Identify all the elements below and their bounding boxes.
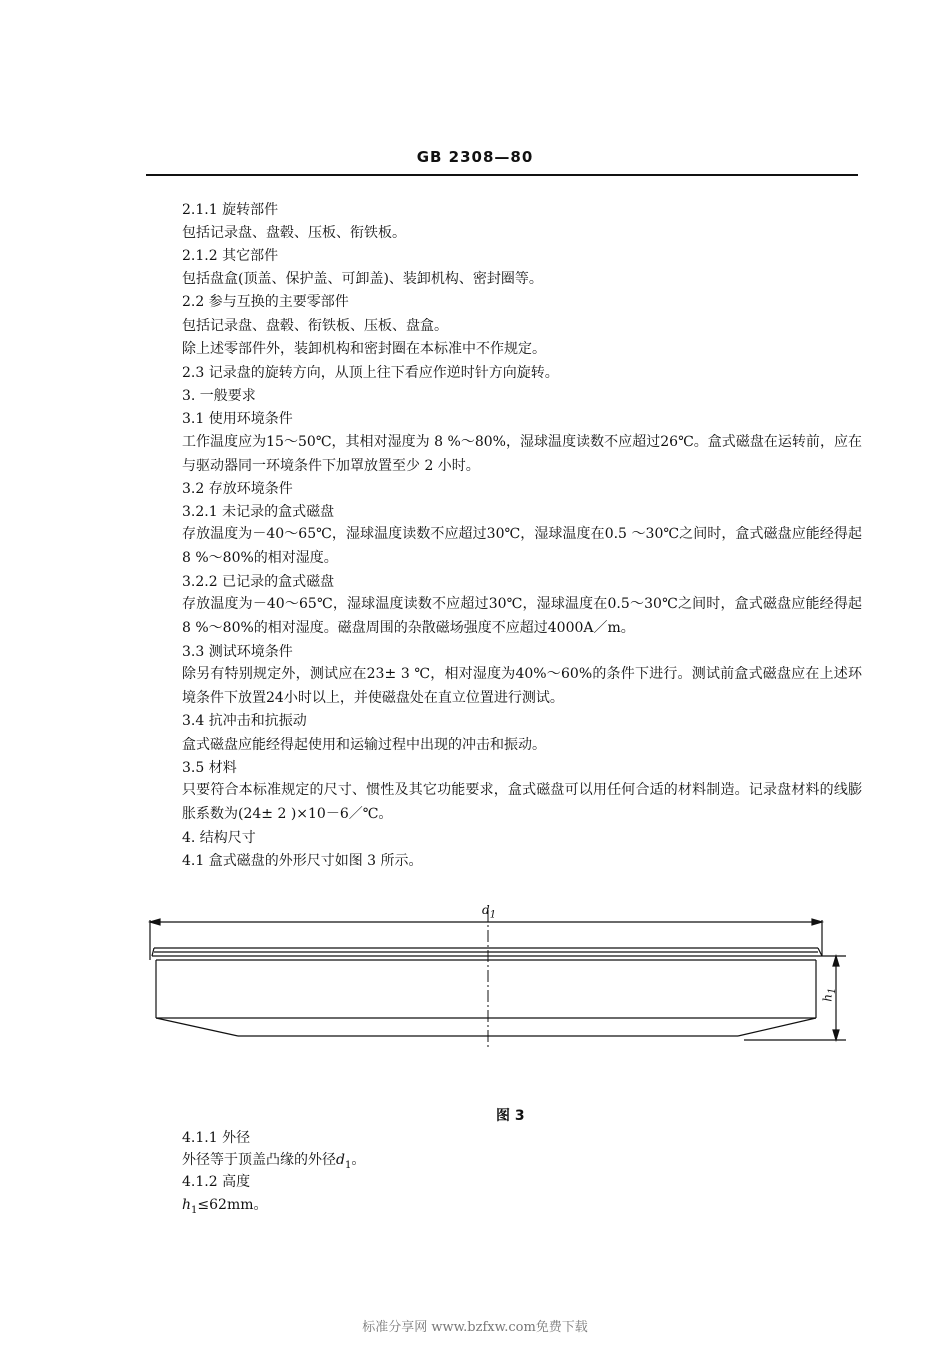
- section-4-1: 4.1 盒式磁盘的外形尺寸如图 3 所示。: [182, 853, 423, 869]
- figure-caption: 图 3: [496, 1108, 525, 1124]
- section-3-1: 3.1 使用环境条件: [182, 411, 293, 427]
- para: 除另有特别规定外，测试应在23± 3 ℃，相对湿度为40%～60%的条件下进行。测试前盒式磁盘应在上述环境条件下放置24小时以上，并使磁盘处在直立位置进行测试。: [182, 666, 862, 706]
- para: 存放温度为－40～65℃，湿球温度读数不应超过30℃，湿球温度在0.5 ～30℃之间时，盒式磁盘应能经得起 8 %～80%的相对湿度。: [182, 526, 862, 566]
- para-outer-diameter: 外径等于顶盖凸缘的外径$d_1$。: [182, 1152, 366, 1171]
- section-3-5: 3.5 材料: [182, 760, 237, 776]
- section-2-1-1: 2.1.1 旋转部件: [182, 202, 279, 218]
- figure-3-disk-cartridge: [146, 900, 858, 1060]
- para: 存放温度为－40～65℃，湿球温度读数不应超过30℃，湿球温度在0.5～30℃之间时，盒式磁盘应能经得起 8 %～80%的相对湿度。磁盘周围的杂散磁场强度不应超过4000A／m。: [182, 596, 862, 636]
- para: 除上述零部件外，装卸机构和密封圈在本标准中不作规定。: [182, 341, 546, 357]
- section-4-1-2: 4.1.2 高度: [182, 1174, 251, 1190]
- para: 工作温度应为15～50℃，其相对湿度为 8 %～80%，湿球温度读数不应超过26℃。盒式磁盘在运转前，应在与驱动器同一环境条件下加罩放置至少 2 小时。: [182, 434, 862, 474]
- section-3-2: 3.2 存放环境条件: [182, 481, 293, 497]
- section-4: 4. 结构尺寸: [182, 830, 256, 846]
- header-rule: [146, 174, 858, 176]
- dimension-d1-label: $d_1$: [482, 903, 497, 921]
- section-2-1-2: 2.1.2 其它部件: [182, 248, 279, 264]
- para: 盒式磁盘应能经得起使用和运输过程中出现的冲击和振动。: [182, 737, 546, 753]
- para-height: $h_1\le 62mm$。: [182, 1197, 268, 1216]
- footer-watermark: 标准分享网 www.bzfxw.com免费下载: [362, 1320, 588, 1335]
- section-3: 3. 一般要求: [182, 388, 256, 404]
- section-3-2-1: 3.2.1 未记录的盒式磁盘: [182, 504, 335, 520]
- para: 只要符合本标准规定的尺寸、惯性及其它功能要求，盒式磁盘可以用任何合适的材料制造。记录盘材料的线膨胀系数为(24± 2 )×10－6／℃。: [182, 782, 862, 822]
- para: 包括记录盘、盘毂、衔铁板、压板、盘盒。: [182, 318, 448, 334]
- para: 包括盘盒(顶盖、保护盖、可卸盖)、装卸机构、密封圈等。: [182, 271, 543, 287]
- dimension-h1-label: $h_1$: [820, 987, 838, 1002]
- section-4-1-1: 4.1.1 外径: [182, 1130, 251, 1146]
- standard-code: GB 2308—80: [416, 148, 534, 166]
- section-2-3: 2.3 记录盘的旋转方向，从顶上往下看应作逆时针方向旋转。: [182, 365, 559, 381]
- section-2-2: 2.2 参与互换的主要零部件: [182, 294, 349, 310]
- section-3-4: 3.4 抗冲击和抗振动: [182, 713, 307, 729]
- section-3-3: 3.3 测试环境条件: [182, 644, 293, 660]
- para: 包括记录盘、盘毂、压板、衔铁板。: [182, 225, 406, 241]
- section-3-2-2: 3.2.2 已记录的盒式磁盘: [182, 574, 335, 590]
